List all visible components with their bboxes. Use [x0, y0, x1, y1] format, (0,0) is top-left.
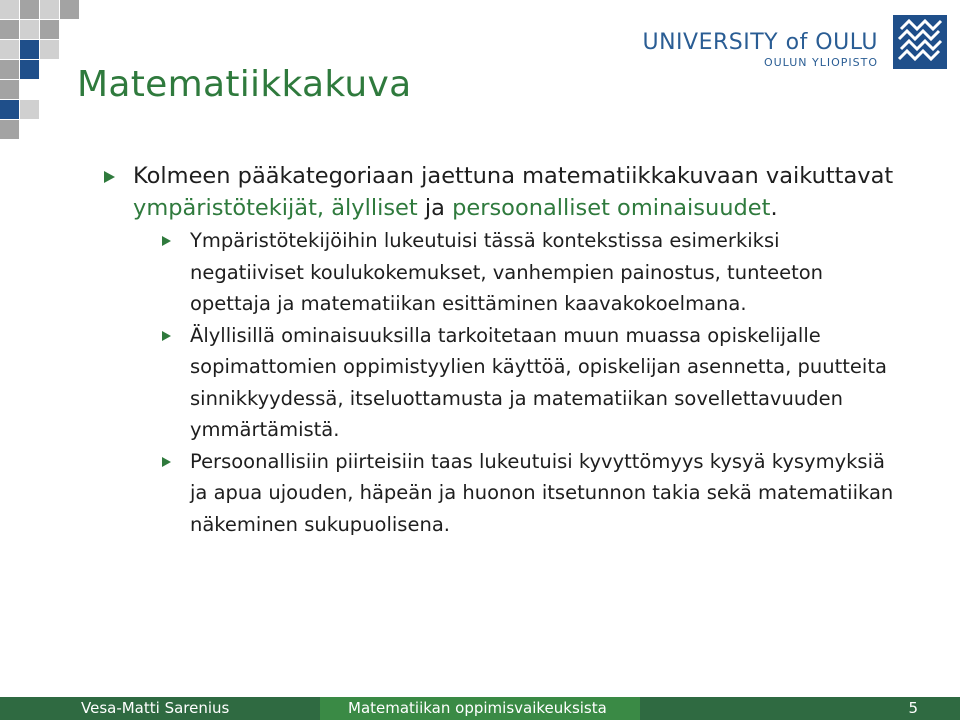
logo-sub-text: OULUN YLIOPISTO: [763, 56, 878, 69]
bullet-text: [133, 163, 893, 221]
university-logo-icon: [893, 15, 947, 69]
bullet-text-part: .: [770, 195, 778, 221]
highlight-personal-traits: persoonalliset ominaisuudet: [452, 195, 771, 221]
bullet-item-level2: [160, 446, 894, 541]
footer-author: Vesa-Matti Sarenius: [0, 697, 320, 720]
triangle-right-icon: [162, 457, 171, 467]
slide-title: Matematiikkakuva: [77, 64, 412, 105]
deco-square: [0, 120, 19, 139]
footer-talk-title: Matematiikan oppimisvaikeuksista: [320, 697, 640, 720]
deco-square: [0, 0, 19, 19]
deco-square: [0, 100, 19, 119]
bullet-text: Persoonallisiin piirteisiin taas lukeutuisi kyvyttömyys kysyä kysymyksiä ja apua ujouden, häpeän ja huonon itsetunnon takia sekä matematiikan näkeminen sukupuolisena.: [190, 449, 894, 536]
bullet-text-part: Kolmeen pääkategoriaan jaettuna matematiikkakuvaan vaikuttavat: [133, 163, 894, 189]
university-logo-text: [643, 30, 879, 70]
logo-main-text: UNIVERSITY of OULU: [642, 30, 878, 55]
deco-square: [60, 0, 79, 19]
slide-content: [104, 160, 894, 540]
bullet-text: Älyllisillä ominaisuuksilla tarkoitetaan muun muassa opiskelijalle sopimattomien oppimistyylien käyttöä, opiskelijan asennetta, puutteita sinnikkyydessä, itseluottamusta ja matematiikan sovellettavuuden ymmärtämistä.: [190, 323, 887, 441]
bullet-item-level2: [160, 225, 894, 320]
triangle-right-icon: [104, 171, 115, 183]
bullet-text-part: ja: [417, 195, 453, 221]
deco-square: [20, 0, 39, 19]
deco-square: [20, 60, 39, 79]
deco-square: [20, 40, 39, 59]
deco-square: [0, 80, 19, 99]
deco-square: [40, 40, 59, 59]
bullet-item-level1: [104, 160, 894, 224]
deco-square: [0, 20, 19, 39]
deco-square: [20, 100, 39, 119]
deco-square: [0, 40, 19, 59]
triangle-right-icon: [162, 331, 171, 341]
highlight-environment-intellect: ympäristötekijät, älylliset: [133, 195, 418, 221]
bullet-item-level2: [160, 320, 894, 446]
deco-square: [0, 60, 19, 79]
deco-square: [40, 0, 59, 19]
footer-page-number: 5: [640, 697, 960, 720]
triangle-right-icon: [162, 236, 171, 246]
deco-square: [20, 20, 39, 39]
deco-square: [40, 20, 59, 39]
footer-bar: [0, 697, 960, 720]
bullet-text: Ympäristötekijöihin lukeutuisi tässä kontekstissa esimerkiksi negatiiviset koulukokemukset, vanhempien painostus, tunteeton opettaja ja matematiikan esittäminen kaavakokoelmana.: [190, 229, 823, 315]
